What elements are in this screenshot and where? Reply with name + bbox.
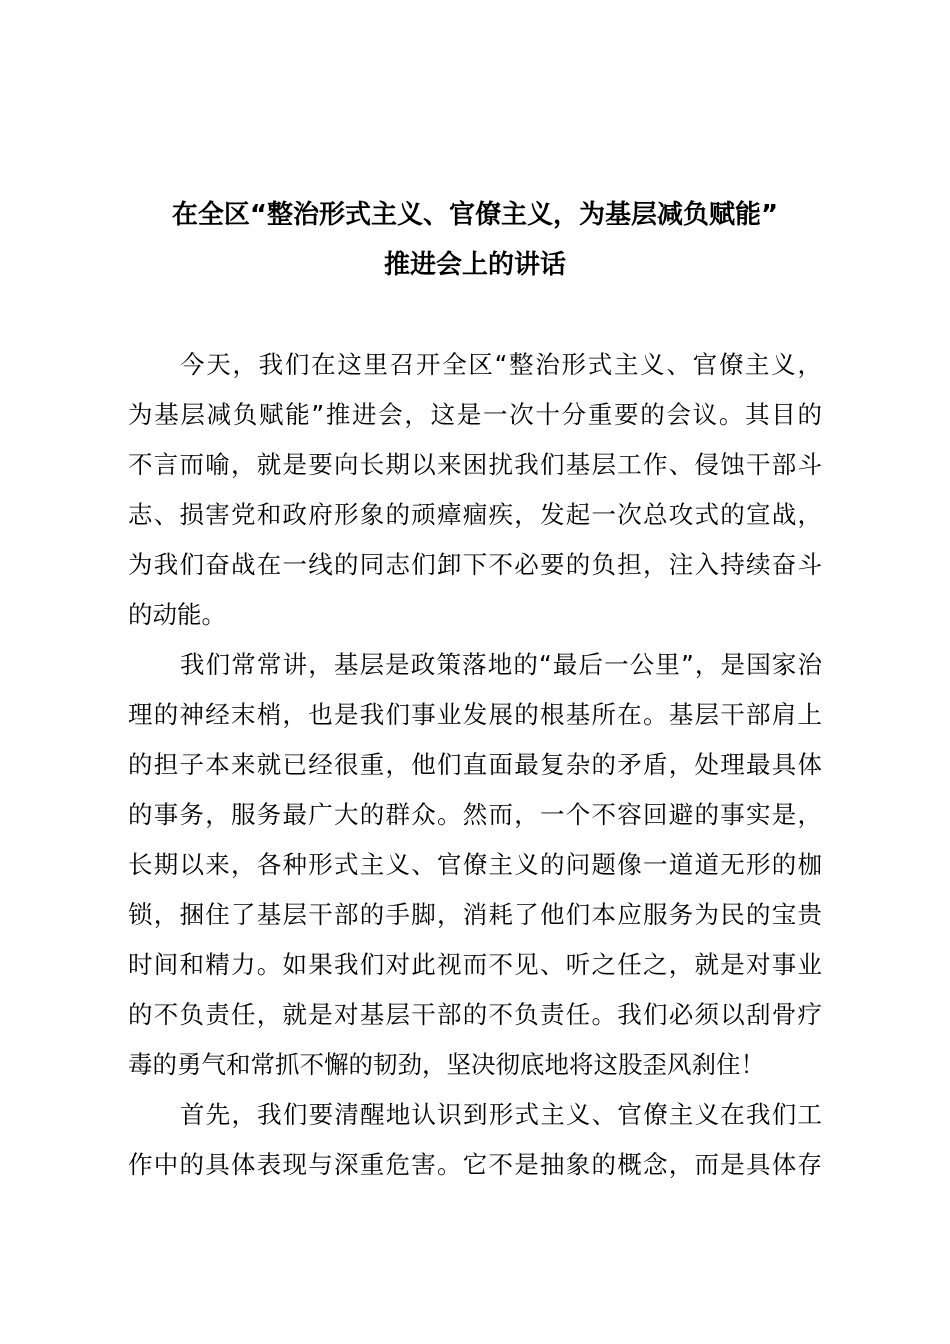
text-line: 的动能。 bbox=[128, 600, 226, 629]
document-title-line-1: 在全区“整治形式主义、官僚主义，为基层减负赋能” bbox=[171, 200, 779, 230]
text-line: 长期以来，各种形式主义、官僚主义的问题像一道道无形的枷 bbox=[128, 850, 822, 879]
text-line: 我们常常讲，基层是政策落地的“最后一公里”，是国家治 bbox=[180, 650, 822, 679]
paragraph-2 bbox=[128, 640, 822, 1090]
text-line: 今天，我们在这里召开全区“整治形式主义、官僚主义， bbox=[180, 350, 822, 379]
text-line: 志、损害党和政府形象的顽瘴痼疾，发起一次总攻式的宣战， bbox=[128, 500, 822, 529]
text-line: 的不负责任，就是对基层干部的不负责任。我们必须以刮骨疗 bbox=[128, 1000, 822, 1029]
text-line: 作中的具体表现与深重危害。它不是抽象的概念，而是具体存 bbox=[128, 1150, 822, 1179]
text-line: 不言而喻，就是要向长期以来困扰我们基层工作、侵蚀干部斗 bbox=[128, 450, 822, 479]
text-line: 首先，我们要清醒地认识到形式主义、官僚主义在我们工 bbox=[180, 1100, 822, 1129]
paragraph-1 bbox=[128, 340, 822, 640]
text-line: 的担子本来就已经很重，他们直面最复杂的矛盾，处理最具体 bbox=[128, 750, 822, 779]
text-line: 为基层减负赋能”推进会，这是一次十分重要的会议。其目的 bbox=[128, 400, 822, 429]
text-line: 的事务，服务最广大的群众。然而，一个不容回避的事实是， bbox=[128, 800, 822, 829]
document-body bbox=[128, 340, 822, 1190]
text-line: 为我们奋战在一线的同志们卸下不必要的负担，注入持续奋斗 bbox=[128, 550, 822, 579]
text-line: 毒的勇气和常抓不懈的韧劲，坚决彻底地将这股歪风刹住！ bbox=[128, 1050, 765, 1079]
text-line: 理的神经末梢，也是我们事业发展的根基所在。基层干部肩上 bbox=[128, 700, 822, 729]
document-title-line-2: 推进会上的讲话 bbox=[383, 250, 566, 280]
paragraph-3 bbox=[128, 1090, 822, 1190]
text-line: 时间和精力。如果我们对此视而不见、听之任之，就是对事业 bbox=[128, 950, 822, 979]
text-line: 锁，捆住了基层干部的手脚，消耗了他们本应服务为民的宝贵 bbox=[128, 900, 822, 929]
